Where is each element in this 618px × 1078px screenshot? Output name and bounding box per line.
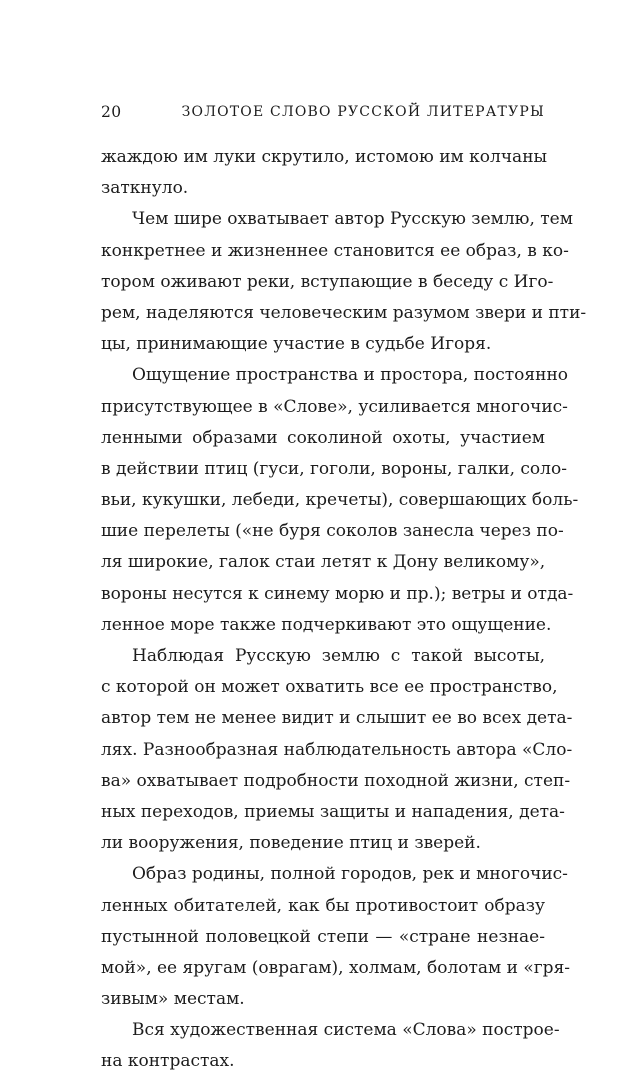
page-number: 20 [101,103,122,121]
text-line: на контрастах. [101,1051,235,1072]
text-line: жаждою им луки скрутило, истомою им колчаны [101,147,548,167]
text-line: в действии птиц (гуси, гоголи, вороны, галки, соло- [101,458,567,479]
paragraph [101,641,573,859]
text-line: Ощущение пространства и простора, постоянно [132,365,569,386]
text-line: рем, наделяются человеческим разумом звери и пти- [101,302,587,323]
text-line: вороны несутся к синему морю и пр.); ветры и отда- [101,583,574,604]
text-line: Наблюдая Русскую землю с такой высоты, [132,646,545,666]
text-line: мой», ее яругам (оврагам), холмам, болотам и «гря- [101,957,571,978]
paragraph [101,859,571,1015]
text-line: заткнуло. [101,178,189,199]
text-line: присутствующее в «Слове», усиливается многочис- [101,396,568,417]
text-line: шие перелеты («не буря соколов занесла через по- [101,521,564,542]
paragraph [101,1015,560,1077]
text-line: автор тем не менее видит и слышит ее во всех дета- [101,708,573,729]
paragraph [101,360,579,641]
text-line: вьи, кукушки, лебеди, кречеты), совершающих боль- [101,490,579,511]
running-head [101,101,545,123]
text-line: конкретнее и жизненнее становится ее образ, в ко- [101,240,569,261]
text-line: Образ родины, полной городов, рек и многочис- [132,864,568,885]
text-line: ва» охватывает подробности походной жизни, степ- [101,770,571,791]
text-line: тором оживают реки, вступающие в беседу с Иго- [101,271,554,292]
text-line: ленных обитателей, как бы противостоит образу [101,895,545,916]
text-line: цы, принимающие участие в судьбе Игоря. [101,334,492,355]
text-line: ли вооружения, поведение птиц и зверей. [101,833,481,854]
text-line: Вся художественная система «Слова» построе- [132,1020,560,1041]
running-title: ЗОЛОТОЕ СЛОВО РУССКОЙ ЛИТЕРАТУРЫ [181,104,545,120]
text-line: ленными образами соколиной охоты, участием [101,427,545,448]
paragraph [101,142,548,204]
text-line: ных переходов, приемы защиты и нападения, дета- [101,801,565,822]
body-text [101,142,587,1078]
text-line: с которой он может охватить все ее пространство, [101,677,558,698]
text-line: зивым» местам. [101,989,245,1010]
text-line: Чем шире охватывает автор Русскую землю, тем [132,209,573,230]
paragraph [101,204,587,360]
text-line: лях. Разнообразная наблюдательность автора «Сло- [101,739,573,760]
text-line: ленное море также подчеркивают это ощущение. [101,614,552,635]
text-line: пустынной половецкой степи — «стране незнае- [101,926,545,947]
text-line: ля широкие, галок стаи летят к Дону великому», [101,552,546,573]
